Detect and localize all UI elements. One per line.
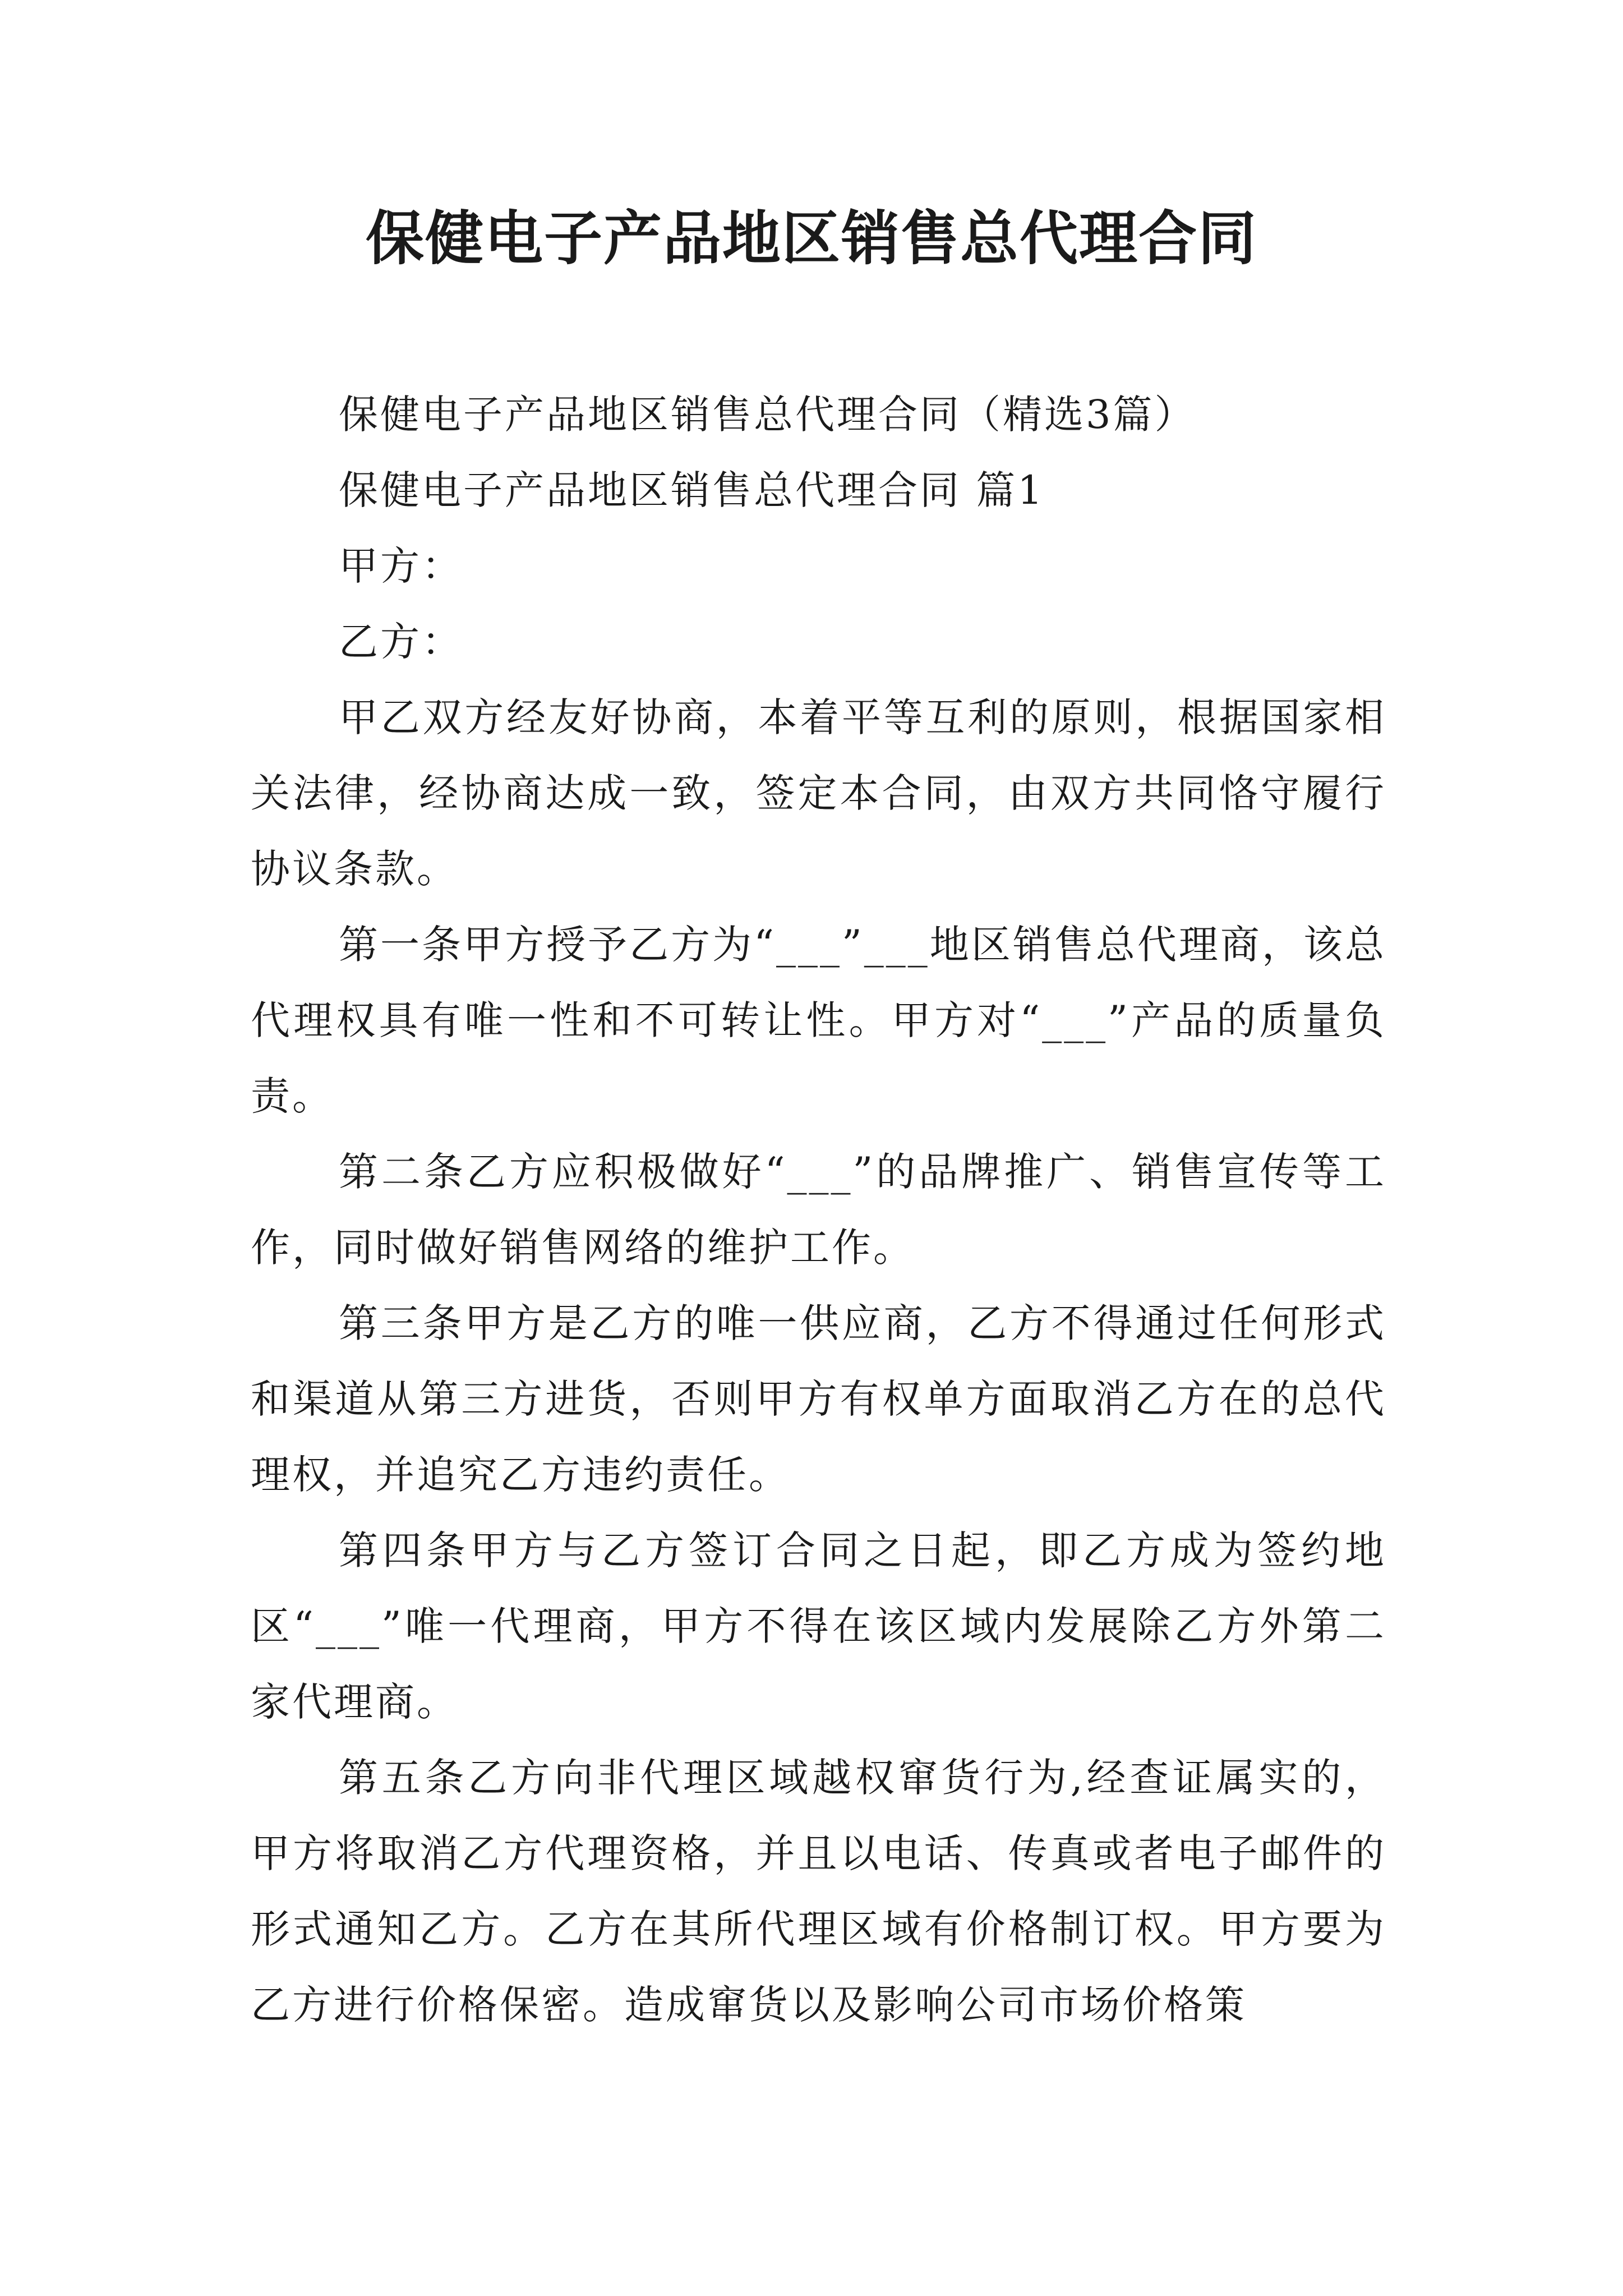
paragraph-party-b: 乙方：	[339, 619, 463, 665]
paragraph-party-a: 甲方：	[339, 543, 463, 589]
paragraph-article-3: 第三条甲方是乙方的唯一供应商，乙方不得通过任何形式和渠道从第三方进货，否则甲方有权单方面取消乙方在的总代理权，并追究乙方违约责任。	[251, 1300, 1386, 1498]
paragraph-subtitle: 保健电子产品地区销售总代理合同（精选3篇）	[339, 392, 1196, 438]
document-body	[251, 377, 1386, 2043]
paragraph-article-4: 第四条甲方与乙方签订合同之日起，即乙方成为签约地区“___”唯一代理商，甲方不得在该区域内发展除乙方外第二家代理商。	[251, 1527, 1386, 1725]
paragraph-preamble: 甲乙双方经友好协商，本着平等互利的原则，根据国家相关法律，经协商达成一致，签定本合同，由双方共同恪守履行协议条款。	[251, 694, 1386, 892]
paragraph-article-5: 第五条乙方向非代理区域越权窜货行为,经查证属实的，甲方将取消乙方代理资格，并且以电话、传真或者电子邮件的形式通知乙方。乙方在其所代理区域有价格制订权。甲方要为乙方进行价格保密。造成窜货以及影响公司市场价格策	[251, 1755, 1386, 2028]
paragraph-article-1: 第一条甲方授予乙方为“___”___地区销售总代理商，该总代理权具有唯一性和不可转让性。甲方对“___”产品的质量负责。	[251, 922, 1386, 1119]
paragraph-section-heading: 保健电子产品地区销售总代理合同 篇1	[339, 467, 1045, 513]
paragraph-article-2: 第二条乙方应积极做好“___”的品牌推广、销售宣传等工作，同时做好销售网络的维护工作。	[251, 1149, 1386, 1271]
document-title: 保健电子产品地区销售总代理合同	[365, 204, 1257, 273]
